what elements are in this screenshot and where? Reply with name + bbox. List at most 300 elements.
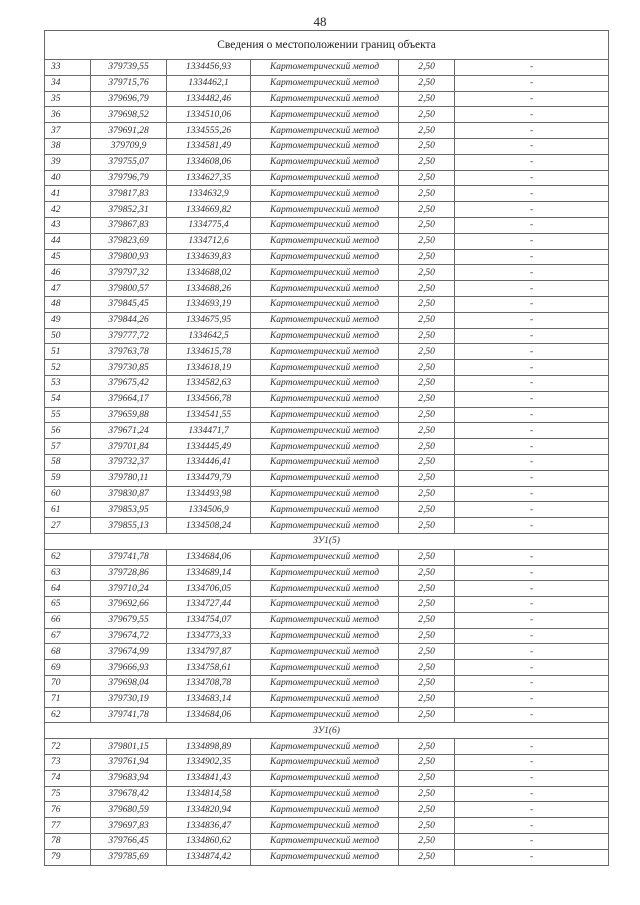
x-coordinate-cell: 379692,66	[91, 597, 167, 613]
x-coordinate-cell: 379777,72	[91, 328, 167, 344]
accuracy-cell: 2,50	[399, 249, 455, 265]
x-coordinate-cell: 379845,45	[91, 296, 167, 312]
method-cell: Картометрический метод	[251, 486, 399, 502]
table-row	[45, 328, 609, 344]
method-cell: Картометрический метод	[251, 739, 399, 755]
x-coordinate-cell: 379766,45	[91, 834, 167, 850]
accuracy-cell: 2,50	[399, 360, 455, 376]
table-title-row	[45, 31, 609, 60]
section-label: ЗУ1(5)	[45, 533, 609, 549]
x-coordinate-cell: 379659,88	[91, 407, 167, 423]
y-coordinate-cell: 1334683,14	[167, 691, 251, 707]
accuracy-cell: 2,50	[399, 170, 455, 186]
description-cell: -	[455, 217, 609, 233]
accuracy-cell: 2,50	[399, 344, 455, 360]
accuracy-cell: 2,50	[399, 265, 455, 281]
method-cell: Картометрический метод	[251, 597, 399, 613]
method-cell: Картометрический метод	[251, 375, 399, 391]
table-row	[45, 486, 609, 502]
x-coordinate-cell: 379728,86	[91, 565, 167, 581]
table-row	[45, 581, 609, 597]
table-row	[45, 454, 609, 470]
x-coordinate-cell: 379823,69	[91, 233, 167, 249]
y-coordinate-cell: 1334627,35	[167, 170, 251, 186]
x-coordinate-cell: 379678,42	[91, 786, 167, 802]
x-coordinate-cell: 379800,57	[91, 281, 167, 297]
description-cell: -	[455, 565, 609, 581]
table-row	[45, 138, 609, 154]
table-row	[45, 344, 609, 360]
method-cell: Картометрический метод	[251, 123, 399, 139]
point-number-cell: 57	[45, 439, 91, 455]
accuracy-cell: 2,50	[399, 75, 455, 91]
table-row	[45, 549, 609, 565]
accuracy-cell: 2,50	[399, 91, 455, 107]
y-coordinate-cell: 1334555,26	[167, 123, 251, 139]
accuracy-cell: 2,50	[399, 454, 455, 470]
x-coordinate-cell: 379817,83	[91, 186, 167, 202]
description-cell: -	[455, 391, 609, 407]
point-number-cell: 44	[45, 233, 91, 249]
method-cell: Картометрический метод	[251, 249, 399, 265]
point-number-cell: 58	[45, 454, 91, 470]
x-coordinate-cell: 379741,78	[91, 707, 167, 723]
point-number-cell: 53	[45, 375, 91, 391]
description-cell: -	[455, 138, 609, 154]
accuracy-cell: 2,50	[399, 849, 455, 865]
method-cell: Картометрический метод	[251, 423, 399, 439]
accuracy-cell: 2,50	[399, 691, 455, 707]
description-cell: -	[455, 818, 609, 834]
description-cell: -	[455, 660, 609, 676]
table-row	[45, 707, 609, 723]
description-cell: -	[455, 75, 609, 91]
table-row	[45, 518, 609, 534]
y-coordinate-cell: 1334758,61	[167, 660, 251, 676]
y-coordinate-cell: 1334445,49	[167, 439, 251, 455]
point-number-cell: 55	[45, 407, 91, 423]
description-cell: -	[455, 233, 609, 249]
point-number-cell: 62	[45, 707, 91, 723]
accuracy-cell: 2,50	[399, 597, 455, 613]
table-row	[45, 644, 609, 660]
y-coordinate-cell: 1334874,42	[167, 849, 251, 865]
table-row	[45, 691, 609, 707]
description-cell: -	[455, 786, 609, 802]
point-number-cell: 40	[45, 170, 91, 186]
table-row	[45, 360, 609, 376]
method-cell: Картометрический метод	[251, 802, 399, 818]
x-coordinate-cell: 379696,79	[91, 91, 167, 107]
accuracy-cell: 2,50	[399, 391, 455, 407]
accuracy-cell: 2,50	[399, 549, 455, 565]
accuracy-cell: 2,50	[399, 281, 455, 297]
table-row	[45, 770, 609, 786]
description-cell: -	[455, 691, 609, 707]
accuracy-cell: 2,50	[399, 138, 455, 154]
accuracy-cell: 2,50	[399, 470, 455, 486]
table-row	[45, 676, 609, 692]
y-coordinate-cell: 1334727,44	[167, 597, 251, 613]
x-coordinate-cell: 379698,04	[91, 676, 167, 692]
table-row	[45, 470, 609, 486]
table-row	[45, 818, 609, 834]
point-number-cell: 38	[45, 138, 91, 154]
x-coordinate-cell: 379730,19	[91, 691, 167, 707]
accuracy-cell: 2,50	[399, 770, 455, 786]
x-coordinate-cell: 379680,59	[91, 802, 167, 818]
point-number-cell: 75	[45, 786, 91, 802]
y-coordinate-cell: 1334482,46	[167, 91, 251, 107]
x-coordinate-cell: 379763,78	[91, 344, 167, 360]
description-cell: -	[455, 676, 609, 692]
accuracy-cell: 2,50	[399, 233, 455, 249]
method-cell: Картометрический метод	[251, 391, 399, 407]
description-cell: -	[455, 486, 609, 502]
point-number-cell: 61	[45, 502, 91, 518]
section-label: ЗУ1(6)	[45, 723, 609, 739]
accuracy-cell: 2,50	[399, 186, 455, 202]
y-coordinate-cell: 1334693,19	[167, 296, 251, 312]
method-cell: Картометрический метод	[251, 676, 399, 692]
y-coordinate-cell: 1334582,63	[167, 375, 251, 391]
table-row	[45, 107, 609, 123]
method-cell: Картометрический метод	[251, 91, 399, 107]
table-title: Сведения о местоположении границ объекта	[45, 31, 609, 60]
point-number-cell: 33	[45, 60, 91, 76]
description-cell: -	[455, 439, 609, 455]
method-cell: Картометрический метод	[251, 312, 399, 328]
accuracy-cell: 2,50	[399, 786, 455, 802]
description-cell: -	[455, 123, 609, 139]
x-coordinate-cell: 379698,52	[91, 107, 167, 123]
description-cell: -	[455, 202, 609, 218]
description-cell: -	[455, 328, 609, 344]
point-number-cell: 37	[45, 123, 91, 139]
y-coordinate-cell: 1334902,35	[167, 755, 251, 771]
accuracy-cell: 2,50	[399, 407, 455, 423]
table-row	[45, 186, 609, 202]
point-number-cell: 43	[45, 217, 91, 233]
table-row	[45, 407, 609, 423]
y-coordinate-cell: 1334684,06	[167, 707, 251, 723]
point-number-cell: 49	[45, 312, 91, 328]
description-cell: -	[455, 344, 609, 360]
y-coordinate-cell: 1334860,62	[167, 834, 251, 850]
x-coordinate-cell: 379830,87	[91, 486, 167, 502]
point-number-cell: 35	[45, 91, 91, 107]
table-row	[45, 786, 609, 802]
description-cell: -	[455, 375, 609, 391]
accuracy-cell: 2,50	[399, 834, 455, 850]
point-number-cell: 73	[45, 755, 91, 771]
x-coordinate-cell: 379853,95	[91, 502, 167, 518]
method-cell: Картометрический метод	[251, 154, 399, 170]
point-number-cell: 66	[45, 612, 91, 628]
point-number-cell: 42	[45, 202, 91, 218]
accuracy-cell: 2,50	[399, 123, 455, 139]
y-coordinate-cell: 1334898,89	[167, 739, 251, 755]
y-coordinate-cell: 1334684,06	[167, 549, 251, 565]
point-number-cell: 27	[45, 518, 91, 534]
point-number-cell: 41	[45, 186, 91, 202]
y-coordinate-cell: 1334446,41	[167, 454, 251, 470]
y-coordinate-cell: 1334775,4	[167, 217, 251, 233]
description-cell: -	[455, 296, 609, 312]
accuracy-cell: 2,50	[399, 518, 455, 534]
x-coordinate-cell: 379741,78	[91, 549, 167, 565]
point-number-cell: 52	[45, 360, 91, 376]
x-coordinate-cell: 379801,15	[91, 739, 167, 755]
y-coordinate-cell: 1334688,02	[167, 265, 251, 281]
point-number-cell: 64	[45, 581, 91, 597]
accuracy-cell: 2,50	[399, 328, 455, 344]
method-cell: Картометрический метод	[251, 770, 399, 786]
x-coordinate-cell: 379739,55	[91, 60, 167, 76]
point-number-cell: 50	[45, 328, 91, 344]
x-coordinate-cell: 379732,37	[91, 454, 167, 470]
x-coordinate-cell: 379785,69	[91, 849, 167, 865]
y-coordinate-cell: 1334493,98	[167, 486, 251, 502]
x-coordinate-cell: 379683,94	[91, 770, 167, 786]
table-row	[45, 802, 609, 818]
table-row	[45, 423, 609, 439]
table-row	[45, 91, 609, 107]
point-number-cell: 48	[45, 296, 91, 312]
description-cell: -	[455, 518, 609, 534]
y-coordinate-cell: 1334615,78	[167, 344, 251, 360]
y-coordinate-cell: 1334456,93	[167, 60, 251, 76]
x-coordinate-cell: 379852,31	[91, 202, 167, 218]
y-coordinate-cell: 1334689,14	[167, 565, 251, 581]
table-row	[45, 60, 609, 76]
method-cell: Картометрический метод	[251, 233, 399, 249]
y-coordinate-cell: 1334632,9	[167, 186, 251, 202]
method-cell: Картометрический метод	[251, 75, 399, 91]
table-row	[45, 312, 609, 328]
point-number-cell: 76	[45, 802, 91, 818]
accuracy-cell: 2,50	[399, 676, 455, 692]
description-cell: -	[455, 265, 609, 281]
method-cell: Картометрический метод	[251, 849, 399, 865]
x-coordinate-cell: 379761,94	[91, 755, 167, 771]
point-number-cell: 59	[45, 470, 91, 486]
accuracy-cell: 2,50	[399, 707, 455, 723]
page-number: 48	[313, 14, 327, 29]
description-cell: -	[455, 707, 609, 723]
table-row	[45, 233, 609, 249]
method-cell: Картометрический метод	[251, 786, 399, 802]
accuracy-cell: 2,50	[399, 565, 455, 581]
accuracy-cell: 2,50	[399, 802, 455, 818]
y-coordinate-cell: 1334836,47	[167, 818, 251, 834]
table-row	[45, 281, 609, 297]
method-cell: Картометрический метод	[251, 660, 399, 676]
boundary-coordinates-table	[44, 30, 609, 866]
y-coordinate-cell: 1334708,78	[167, 676, 251, 692]
method-cell: Картометрический метод	[251, 344, 399, 360]
y-coordinate-cell: 1334675,95	[167, 312, 251, 328]
table-row	[45, 391, 609, 407]
accuracy-cell: 2,50	[399, 60, 455, 76]
point-number-cell: 34	[45, 75, 91, 91]
y-coordinate-cell: 1334639,83	[167, 249, 251, 265]
table-row	[45, 170, 609, 186]
y-coordinate-cell: 1334773,33	[167, 628, 251, 644]
method-cell: Картометрический метод	[251, 186, 399, 202]
description-cell: -	[455, 470, 609, 486]
table-row	[45, 834, 609, 850]
x-coordinate-cell: 379797,32	[91, 265, 167, 281]
description-cell: -	[455, 739, 609, 755]
point-number-cell: 72	[45, 739, 91, 755]
method-cell: Картометрический метод	[251, 439, 399, 455]
y-coordinate-cell: 1334566,78	[167, 391, 251, 407]
method-cell: Картометрический метод	[251, 628, 399, 644]
table-row	[45, 296, 609, 312]
table-row	[45, 597, 609, 613]
x-coordinate-cell: 379709,9	[91, 138, 167, 154]
method-cell: Картометрический метод	[251, 170, 399, 186]
x-coordinate-cell: 379701,84	[91, 439, 167, 455]
description-cell: -	[455, 454, 609, 470]
table-row	[45, 439, 609, 455]
table-row	[45, 202, 609, 218]
method-cell: Картометрический метод	[251, 549, 399, 565]
y-coordinate-cell: 1334814,58	[167, 786, 251, 802]
section-header-row	[45, 533, 609, 549]
table-row	[45, 217, 609, 233]
y-coordinate-cell: 1334841,43	[167, 770, 251, 786]
method-cell: Картометрический метод	[251, 265, 399, 281]
y-coordinate-cell: 1334508,24	[167, 518, 251, 534]
method-cell: Картометрический метод	[251, 454, 399, 470]
method-cell: Картометрический метод	[251, 612, 399, 628]
accuracy-cell: 2,50	[399, 502, 455, 518]
x-coordinate-cell: 379671,24	[91, 423, 167, 439]
x-coordinate-cell: 379674,72	[91, 628, 167, 644]
x-coordinate-cell: 379730,85	[91, 360, 167, 376]
x-coordinate-cell: 379844,26	[91, 312, 167, 328]
description-cell: -	[455, 186, 609, 202]
method-cell: Картометрический метод	[251, 296, 399, 312]
accuracy-cell: 2,50	[399, 739, 455, 755]
point-number-cell: 63	[45, 565, 91, 581]
section-header-row	[45, 723, 609, 739]
accuracy-cell: 2,50	[399, 755, 455, 771]
description-cell: -	[455, 60, 609, 76]
table-row	[45, 849, 609, 865]
accuracy-cell: 2,50	[399, 154, 455, 170]
point-number-cell: 36	[45, 107, 91, 123]
method-cell: Картометрический метод	[251, 644, 399, 660]
description-cell: -	[455, 502, 609, 518]
point-number-cell: 60	[45, 486, 91, 502]
accuracy-cell: 2,50	[399, 628, 455, 644]
description-cell: -	[455, 281, 609, 297]
point-number-cell: 47	[45, 281, 91, 297]
accuracy-cell: 2,50	[399, 202, 455, 218]
description-cell: -	[455, 597, 609, 613]
table-row	[45, 249, 609, 265]
accuracy-cell: 2,50	[399, 312, 455, 328]
point-number-cell: 78	[45, 834, 91, 850]
table-row	[45, 755, 609, 771]
x-coordinate-cell: 379666,93	[91, 660, 167, 676]
x-coordinate-cell: 379664,17	[91, 391, 167, 407]
point-number-cell: 51	[45, 344, 91, 360]
y-coordinate-cell: 1334608,06	[167, 154, 251, 170]
y-coordinate-cell: 1334479,79	[167, 470, 251, 486]
table-row	[45, 565, 609, 581]
x-coordinate-cell: 379800,93	[91, 249, 167, 265]
accuracy-cell: 2,50	[399, 423, 455, 439]
table-row	[45, 739, 609, 755]
point-number-cell: 71	[45, 691, 91, 707]
method-cell: Картометрический метод	[251, 834, 399, 850]
x-coordinate-cell: 379674,99	[91, 644, 167, 660]
accuracy-cell: 2,50	[399, 818, 455, 834]
y-coordinate-cell: 1334471,7	[167, 423, 251, 439]
point-number-cell: 62	[45, 549, 91, 565]
x-coordinate-cell: 379697,83	[91, 818, 167, 834]
method-cell: Картометрический метод	[251, 281, 399, 297]
description-cell: -	[455, 107, 609, 123]
accuracy-cell: 2,50	[399, 217, 455, 233]
description-cell: -	[455, 644, 609, 660]
x-coordinate-cell: 379855,13	[91, 518, 167, 534]
x-coordinate-cell: 379796,79	[91, 170, 167, 186]
method-cell: Картометрический метод	[251, 691, 399, 707]
accuracy-cell: 2,50	[399, 296, 455, 312]
description-cell: -	[455, 770, 609, 786]
description-cell: -	[455, 549, 609, 565]
method-cell: Картометрический метод	[251, 581, 399, 597]
method-cell: Картометрический метод	[251, 407, 399, 423]
y-coordinate-cell: 1334754,07	[167, 612, 251, 628]
accuracy-cell: 2,50	[399, 439, 455, 455]
description-cell: -	[455, 849, 609, 865]
description-cell: -	[455, 249, 609, 265]
point-number-cell: 74	[45, 770, 91, 786]
x-coordinate-cell: 379679,55	[91, 612, 167, 628]
description-cell: -	[455, 170, 609, 186]
y-coordinate-cell: 1334706,05	[167, 581, 251, 597]
description-cell: -	[455, 360, 609, 376]
table-row	[45, 123, 609, 139]
point-number-cell: 39	[45, 154, 91, 170]
table-row	[45, 375, 609, 391]
point-number-cell: 68	[45, 644, 91, 660]
description-cell: -	[455, 91, 609, 107]
method-cell: Картометрический метод	[251, 518, 399, 534]
method-cell: Картометрический метод	[251, 217, 399, 233]
description-cell: -	[455, 581, 609, 597]
table-row	[45, 75, 609, 91]
method-cell: Картометрический метод	[251, 107, 399, 123]
x-coordinate-cell: 379780,11	[91, 470, 167, 486]
accuracy-cell: 2,50	[399, 612, 455, 628]
point-number-cell: 69	[45, 660, 91, 676]
y-coordinate-cell: 1334462,1	[167, 75, 251, 91]
description-cell: -	[455, 407, 609, 423]
point-number-cell: 46	[45, 265, 91, 281]
y-coordinate-cell: 1334712,6	[167, 233, 251, 249]
table-row	[45, 154, 609, 170]
x-coordinate-cell: 379715,76	[91, 75, 167, 91]
method-cell: Картометрический метод	[251, 360, 399, 376]
table-row	[45, 265, 609, 281]
